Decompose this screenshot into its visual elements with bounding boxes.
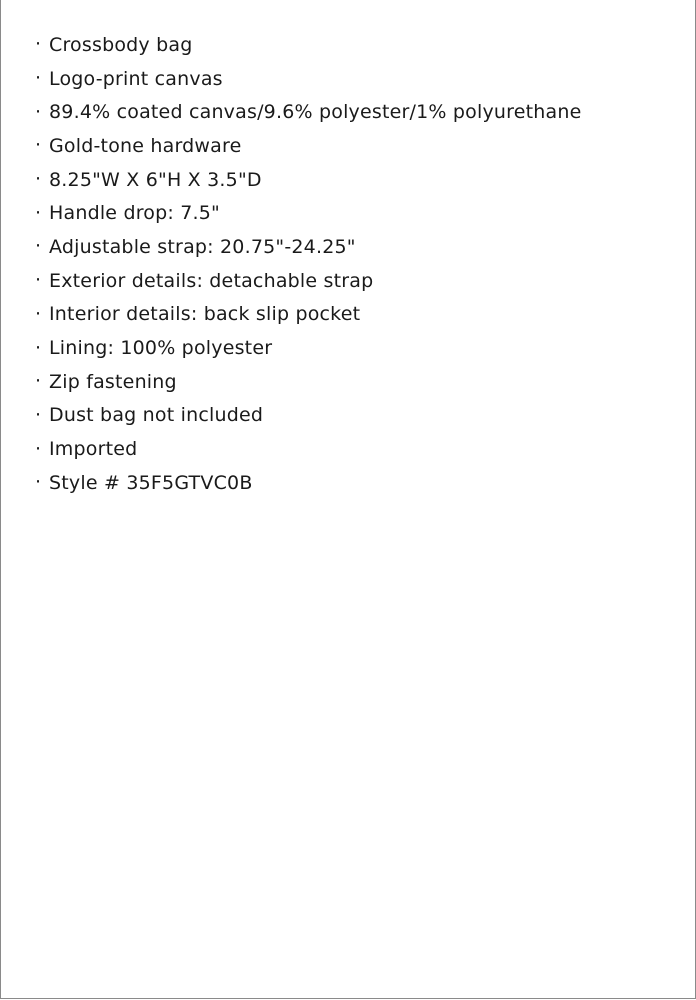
detail-text: Gold-tone hardware — [49, 134, 242, 157]
bullet-icon: · — [35, 471, 42, 494]
bullet-icon: · — [35, 403, 42, 426]
bullet-icon: · — [35, 33, 42, 56]
detail-text: Exterior details: detachable strap — [49, 269, 374, 292]
detail-text: Imported — [49, 438, 138, 461]
detail-item-hardware — [35, 129, 675, 163]
detail-text: Zip fastening — [49, 370, 177, 393]
bullet-icon: · — [35, 269, 42, 292]
bullet-icon: · — [35, 235, 42, 258]
detail-item-material-print — [35, 62, 675, 96]
detail-item-style-number — [35, 466, 675, 500]
detail-item-origin — [35, 432, 675, 466]
bullet-icon: · — [35, 67, 42, 90]
detail-item-strap — [35, 230, 675, 264]
bullet-icon: · — [35, 100, 42, 123]
detail-item-dimensions — [35, 163, 675, 197]
detail-item-fastening — [35, 365, 675, 399]
detail-text: Style # 35F5GTVC0B — [49, 471, 253, 494]
bullet-icon: · — [35, 437, 42, 460]
detail-text: 8.25"W X 6"H X 3.5"D — [49, 168, 262, 191]
detail-text: Interior details: back slip pocket — [49, 303, 361, 326]
product-details-list — [35, 28, 675, 500]
detail-item-dust-bag — [35, 399, 675, 433]
detail-item-exterior — [35, 264, 675, 298]
detail-text: Crossbody bag — [49, 33, 193, 56]
detail-item-interior — [35, 298, 675, 332]
bullet-icon: · — [35, 134, 42, 157]
detail-text: 89.4% coated canvas/9.6% polyester/1% polyurethane — [49, 101, 582, 124]
detail-item-handle-drop — [35, 196, 675, 230]
detail-text: Handle drop: 7.5" — [49, 202, 220, 225]
detail-text: Adjustable strap: 20.75"-24.25" — [49, 235, 356, 258]
bullet-icon: · — [35, 370, 42, 393]
bullet-icon: · — [35, 201, 42, 224]
detail-text: Lining: 100% polyester — [49, 337, 273, 360]
detail-text: Logo-print canvas — [49, 67, 223, 90]
detail-text: Dust bag not included — [49, 404, 264, 427]
bullet-icon: · — [35, 336, 42, 359]
detail-item-bag-type — [35, 28, 675, 62]
bullet-icon: · — [35, 302, 42, 325]
detail-item-lining — [35, 331, 675, 365]
detail-item-composition — [35, 95, 675, 129]
bullet-icon: · — [35, 168, 42, 191]
